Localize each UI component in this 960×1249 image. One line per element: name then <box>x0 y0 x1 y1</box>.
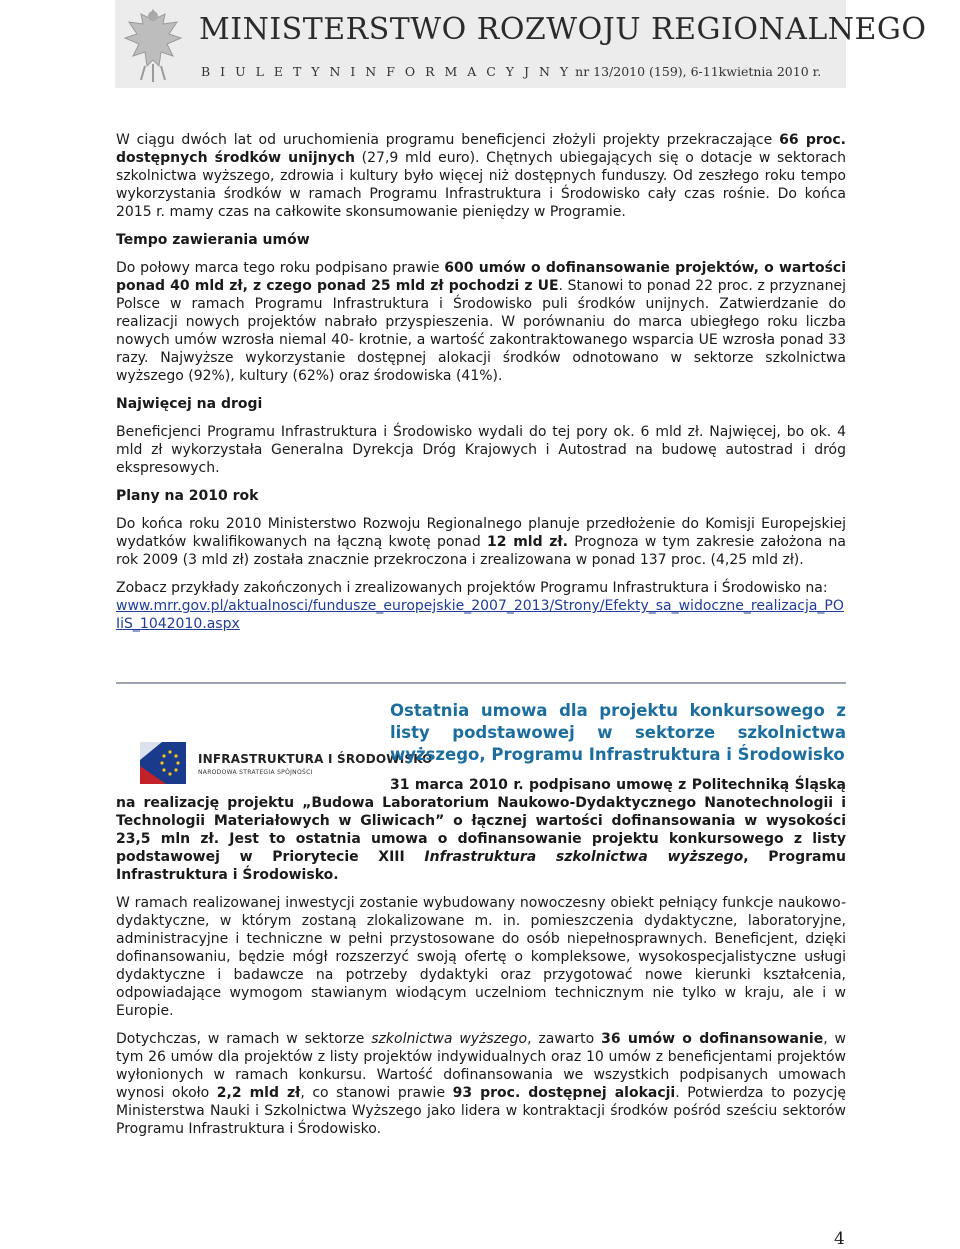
paragraph-intro: W ciągu dwóch lat od uruchomienia programu beneficjenci złożyli projekty przekraczające 66 proc. dostępnych środków unijnych (27,9 mld euro). Chętnych ubiegających się o dotacje w sektorach szkolnictwa wyższego, zdrowia i kultury było więcej niż dostępnych funduszy. Od zeszłego roku tempo wykorzystania środków w ramach Programu Infrastruktura i Środowisko cały czas rośnie. Do końca 2015 r. mamy czas na całkowite skonsumowanie pieniędzy w Programie. <box>116 132 846 220</box>
link-paragraph <box>116 597 846 633</box>
ministry-name: MINISTERSTWO ROZWOJU REGIONALNEGO <box>199 12 927 47</box>
bulletin-issue: nr 13/2010 (159), 6-11kwietnia 2010 r. <box>575 64 822 79</box>
page-number: 4 <box>834 1229 845 1249</box>
projects-link[interactable]: www.mrr.gov.pl/aktualnosci/fundusze_europejskie_2007_2013/Strony/Efekty_sa_widoczne_realizacja_POIiS_1042010.aspx <box>116 598 844 632</box>
article-body <box>116 131 846 643</box>
article-body-2 <box>116 776 846 1148</box>
heading-tempo: Tempo zawierania umów <box>116 232 310 248</box>
polish-eagle-emblem-icon <box>121 4 185 84</box>
heading-plany: Plany na 2010 rok <box>116 488 259 504</box>
heading-drogi: Najwięcej na drogi <box>116 396 263 412</box>
paragraph-plany: Do końca roku 2010 Ministerstwo Rozwoju Regionalnego planuje przedłożenie do Komisji Europejskiej wydatków kwalifikowanych na łączną kwotę ponad 12 mld zł. Prognoza w tym zakresie założona na rok 2009 (3 mld zł) została znacznie przekroczona i zrealizowana w ponad 137 proc. (4,25 mld zł). <box>116 516 846 568</box>
paragraph-drogi: Beneficjenci Programu Infrastruktura i Środowisko wydali do tej pory ok. 6 mld zł. Najwięcej, bo ok. 4 mld zł wykorzystała Generalna Dyrekcja Dróg Krajowych i Autostrad na budowę autostrad i dróg ekspresowych. <box>116 424 846 476</box>
paragraph-see-more: Zobacz przykłady zakończonych i zrealizowanych projektów Programu Infrastruktura i Środowisko na: <box>116 580 828 596</box>
logo-subtitle: NARODOWA STRATEGIA SPÓJNOŚCI <box>198 769 313 776</box>
paragraph-tempo: Do połowy marca tego roku podpisano prawie 600 umów o dofinansowanie projektów, o wartości ponad 40 mld zł, z czego ponad 25 mld zł pochodzi z UE. Stanowi to ponad 22 proc. z przyznanej Polsce w ramach Programu Infrastruktura i Środowisko puli środków unijnych. Zatwierdzanie do realizacji nowych projektów nabrało przyspieszenia. W porównaniu do marca ubiegłego roku liczba nowych umów wzrosła niemal 40- krotnie, a wartość zakontraktowanego wsparcia UE wzrosła ponad 33 razy. Najwyższe wykorzystanie dostępnej alokacji środków odnotowano w sektorze szkolnictwa wyższego (92%), kultury (62%) oraz środowiska (41%). <box>116 260 846 384</box>
paragraph-lead: 31 marca 2010 r. podpisano umowę z Politechniką Śląską na realizację projektu „Budowa Laboratorium Naukowo-Dydaktycznego Nanotechnologii i Technologii Materiałowych w Gliwicach” o łącznej wartości dofinansowania w wysokości 23,5 mln zł. Jest to ostatnia umowa o dofinansowanie projektu konkursowego z listy podstawowej w Priorytecie XIII Infrastruktura szkolnictwa wyższego, Programu Infrastruktura i Środowisko. <box>116 777 847 883</box>
paragraph-investment: W ramach realizowanej inwestycji zostanie wybudowany nowoczesny obiekt pełniący funkcje naukowo-dydaktyczne, w którym zostaną zlokalizowane m. in. pomieszczenia dydaktyczne, laboratoryjne, administracyjne i techniczne w pełni przystosowane do osób niepełnosprawnych. Beneficjent, dzięki dofinansowaniu, będzie mógł rozszerzyć swoją ofertę o kompleksowe, wysokospecjalistyczne usługi dydaktyczne i badawcze na potrzeby dydaktyki oraz przygotować nowe kierunki kształcenia, odpowiadające wymogom stawianym wiodącym uczelniom technicznym nie tylko w kraju, ale i w Europie. <box>116 895 846 1019</box>
section-title: Ostatnia umowa dla projektu konkursowego z listy podstawowej w sektorze szkolnictwa wyższego, Programu Infrastruktura i Środowisko <box>390 701 846 764</box>
bulletin-line <box>201 64 821 79</box>
paragraph-summary: Dotychczas, w ramach w sektorze szkolnictwa wyższego, zawarto 36 umów o dofinansowanie, w tym 26 umów dla projektów z listy projektów indywidualnych oraz 10 umów z beneficjentami projektów wyłonionych w ramach konkursu. Wartość dofinansowania we wszystkich podpisanych umowach wynosi około 2,2 mld zł, co stanowi prawie 93 proc. dostępnej alokacji. Potwierdza to pozycję Ministerstwa Nauki i Szkolnictwa Wyższego jako lidera w kontraktacji środków pośród sześciu sektorów Programu Infrastruktura i Środowisko. <box>116 1031 846 1137</box>
bulletin-title: B I U L E T Y N I N F O R M A C Y J N Y <box>201 64 572 79</box>
bulletin-header <box>115 0 927 88</box>
logo-title: INFRASTRUKTURA I ŚRODOWISKO <box>198 752 433 766</box>
section-divider <box>116 682 846 684</box>
